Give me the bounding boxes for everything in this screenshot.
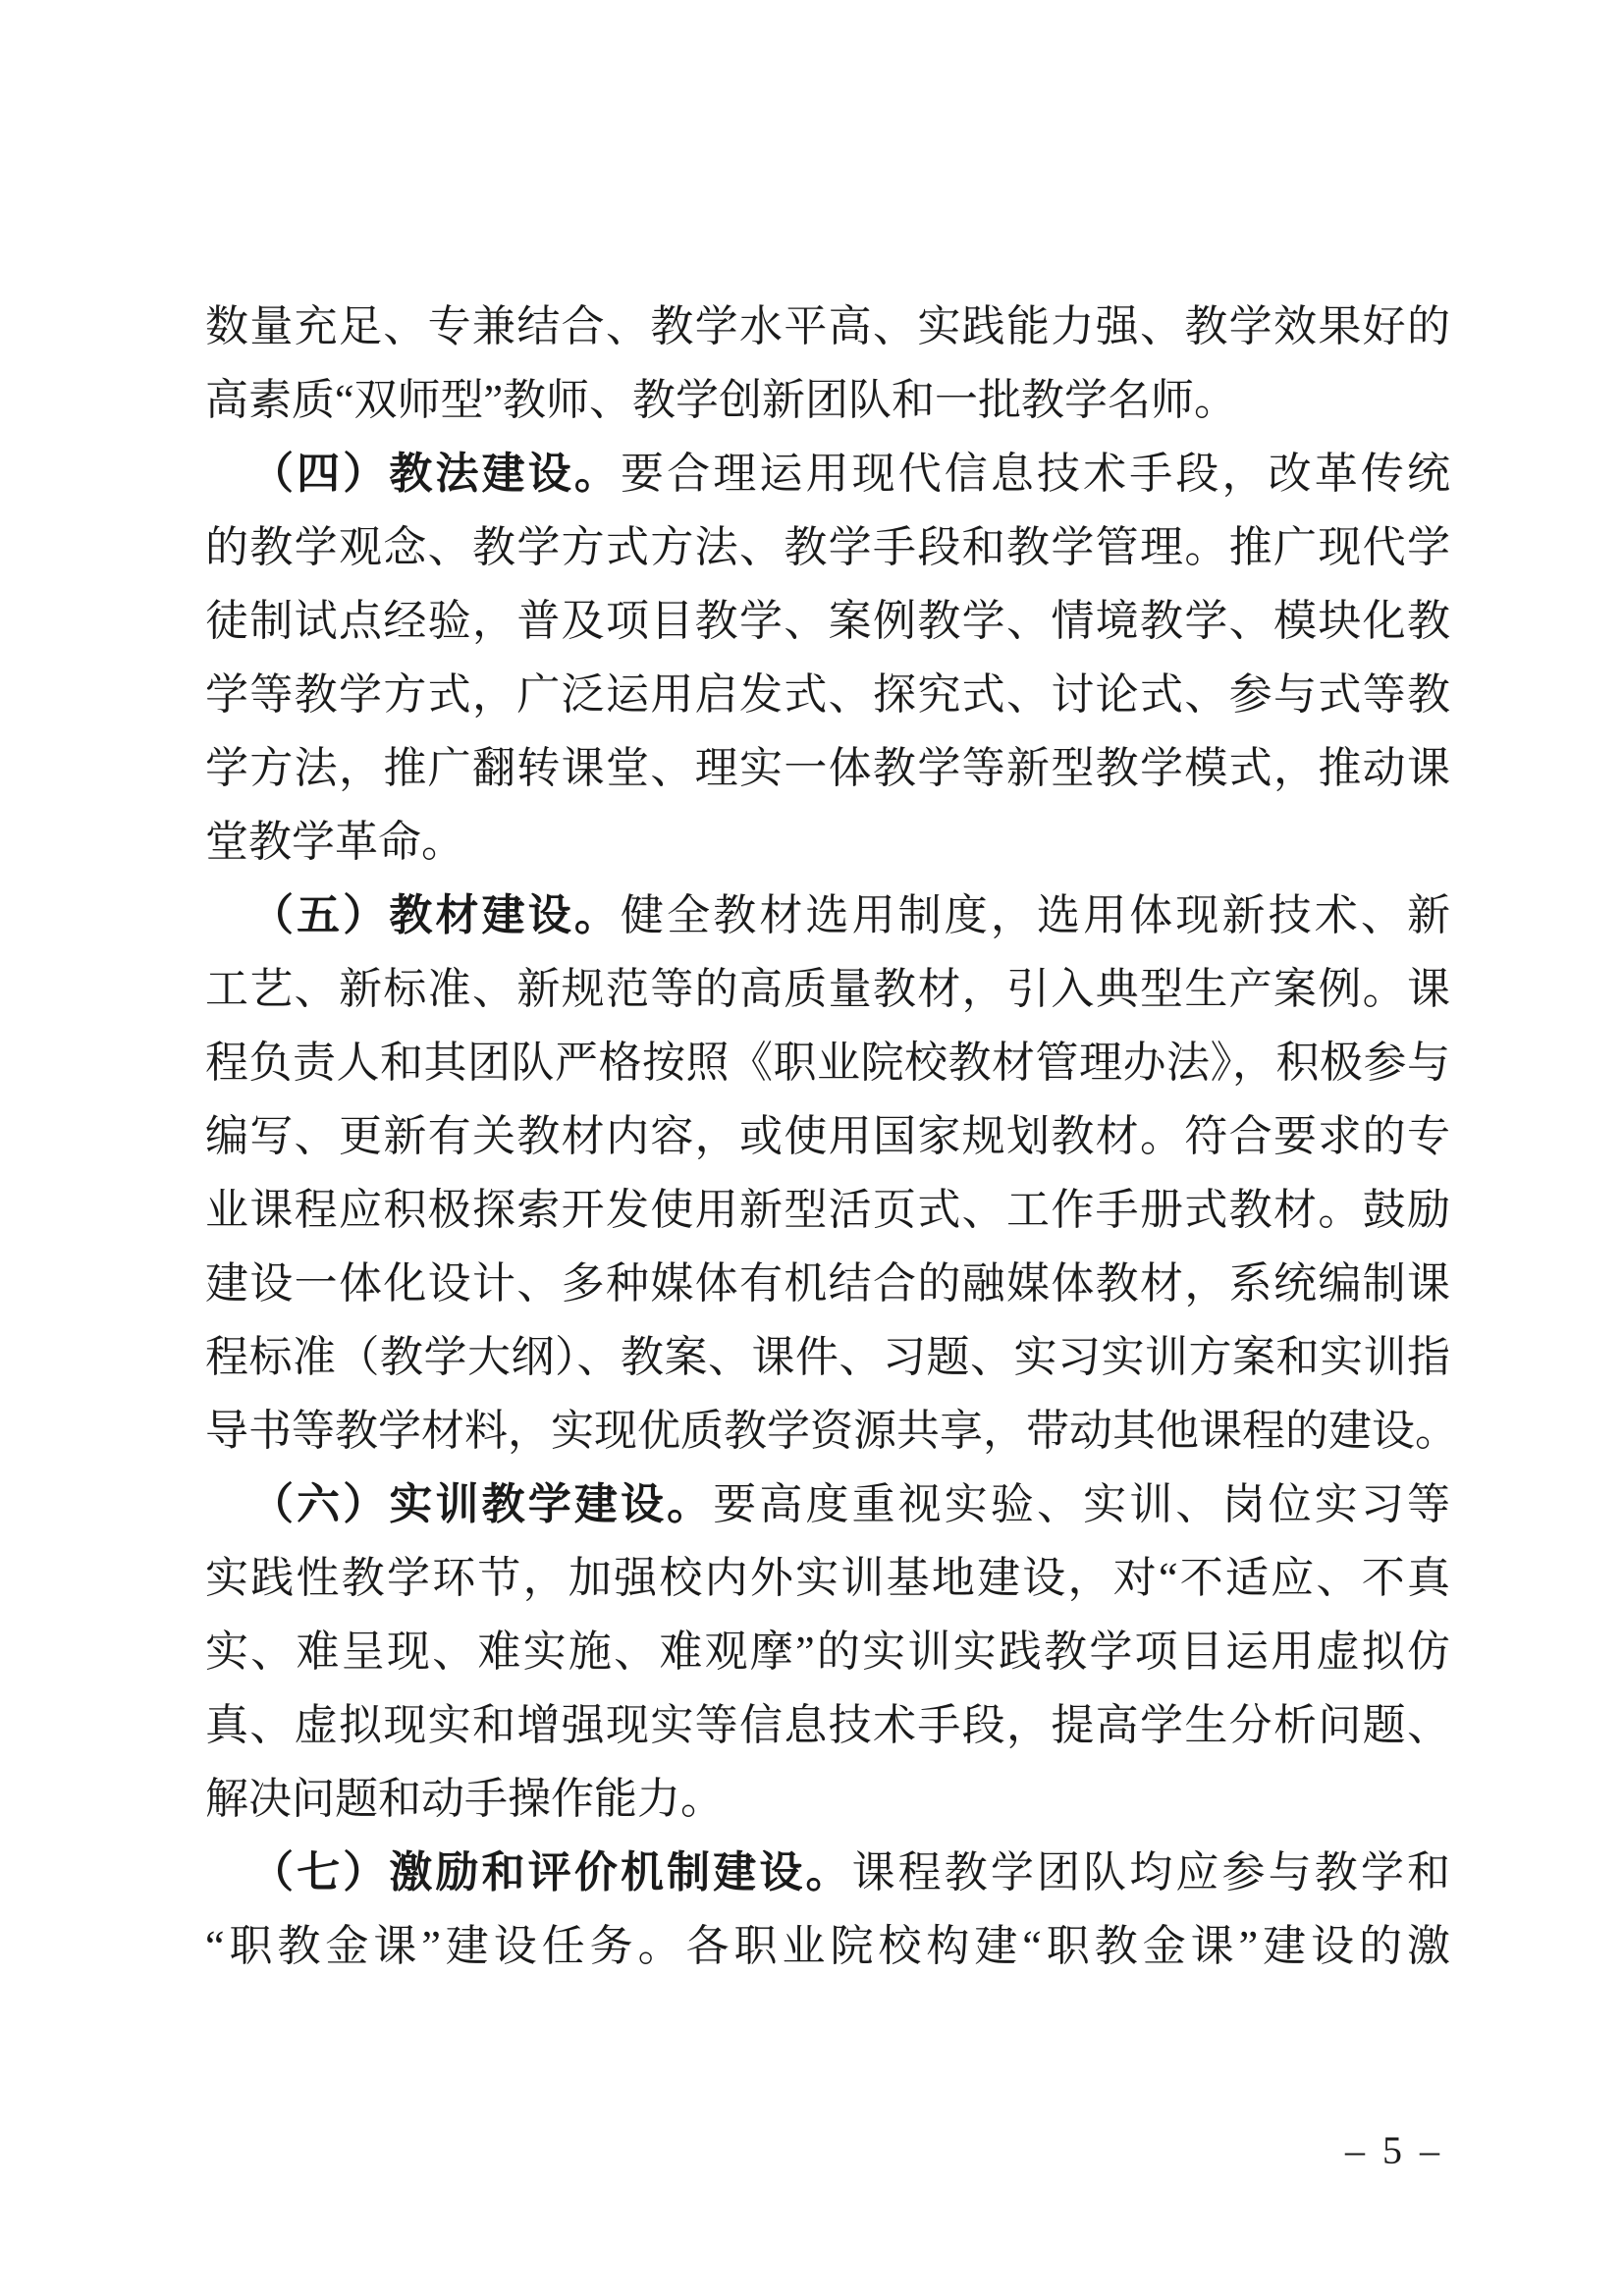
body-text: 业课程应积极探索开发使用新型活页式、工作手册式教材。鼓励 bbox=[205, 1186, 1450, 1234]
item-heading: （四）教法建设。 bbox=[250, 450, 621, 498]
text-line bbox=[205, 363, 1450, 437]
body-text: 的教学观念、教学方式方法、教学手段和教学管理。推广现代学 bbox=[205, 523, 1450, 571]
body-text: 要高度重视实验、实训、岗位实习等 bbox=[713, 1480, 1451, 1528]
body-text: 健全教材选用制度，选用体现新技术、新 bbox=[620, 891, 1451, 939]
body-text: 真、虚拟现实和增强现实等信息技术手段，提高学生分析问题、 bbox=[205, 1701, 1450, 1749]
body-text: 要合理运用现代信息技术手段，改革传统 bbox=[620, 450, 1451, 498]
text-line bbox=[205, 1320, 1450, 1394]
text-line bbox=[205, 1615, 1450, 1688]
text-line bbox=[205, 1909, 1450, 1983]
text-line bbox=[205, 1468, 1450, 1541]
text-line bbox=[205, 879, 1450, 952]
body-text: 学等教学方式，广泛运用启发式、探究式、讨论式、参与式等教 bbox=[205, 670, 1450, 719]
page-number-label: – 5 – bbox=[1345, 2128, 1443, 2172]
body-text: 解决问题和动手操作能力。 bbox=[205, 1775, 724, 1823]
text-line bbox=[205, 1026, 1450, 1099]
text-line bbox=[205, 1762, 1450, 1836]
body-text: “职教金课”建设任务。各职业院校构建“职教金课”建设的激 bbox=[205, 1922, 1450, 1970]
page-number bbox=[1345, 2128, 1443, 2173]
body-text: 工艺、新标准、新规范等的高质量教材，引入典型生产案例。课 bbox=[205, 965, 1450, 1013]
text-line bbox=[205, 1836, 1450, 1909]
text-line bbox=[205, 952, 1450, 1026]
body-text: 编写、更新有关教材内容，或使用国家规划教材。符合要求的专 bbox=[205, 1112, 1450, 1160]
body-text: 程标准（教学大纲）、教案、课件、习题、实习实训方案和实训指 bbox=[205, 1333, 1450, 1381]
body-text: 建设一体化设计、多种媒体有机结合的融媒体教材，系统编制课 bbox=[205, 1259, 1450, 1308]
body-text: 数量充足、专兼结合、教学水平高、实践能力强、教学效果好的 bbox=[205, 302, 1450, 350]
text-line bbox=[205, 290, 1450, 363]
text-line bbox=[205, 1541, 1450, 1615]
body-text: 学方法，推广翻转课堂、理实一体教学等新型教学模式，推动课 bbox=[205, 744, 1450, 792]
text-line bbox=[205, 584, 1450, 658]
body-text: 徒制试点经验，普及项目教学、案例教学、情境教学、模块化教 bbox=[205, 597, 1450, 645]
text-line bbox=[205, 805, 1450, 879]
text-line bbox=[205, 1688, 1450, 1762]
text-line bbox=[205, 437, 1450, 510]
body-text: 实、难呈现、难实施、难观摩”的实训实践教学项目运用虚拟仿 bbox=[205, 1628, 1450, 1676]
body-text: 实践性教学环节，加强校内外实训基地建设，对“不适应、不真 bbox=[205, 1554, 1450, 1602]
body-text: 程负责人和其团队严格按照《职业院校教材管理办法》，积极参与 bbox=[205, 1039, 1450, 1087]
item-heading: （六）实训教学建设。 bbox=[250, 1480, 714, 1528]
text-line bbox=[205, 1394, 1458, 1468]
text-line bbox=[205, 1099, 1450, 1173]
body-text: 课程教学团队均应参与教学和 bbox=[851, 1848, 1451, 1896]
body-text: 导书等教学材料，实现优质教学资源共享，带动其他课程的建设。 bbox=[205, 1407, 1458, 1455]
text-line bbox=[205, 510, 1450, 584]
body-text: 堂教学革命。 bbox=[205, 818, 464, 866]
document-body bbox=[205, 290, 1458, 1983]
text-line bbox=[205, 1173, 1450, 1247]
body-text: 高素质“双师型”教师、教学创新团队和一批教学名师。 bbox=[205, 376, 1238, 424]
text-line bbox=[205, 1247, 1450, 1320]
text-line bbox=[205, 658, 1450, 731]
item-heading: （七）激励和评价机制建设。 bbox=[250, 1848, 852, 1896]
text-line bbox=[205, 731, 1450, 805]
item-heading: （五）教材建设。 bbox=[250, 891, 621, 939]
